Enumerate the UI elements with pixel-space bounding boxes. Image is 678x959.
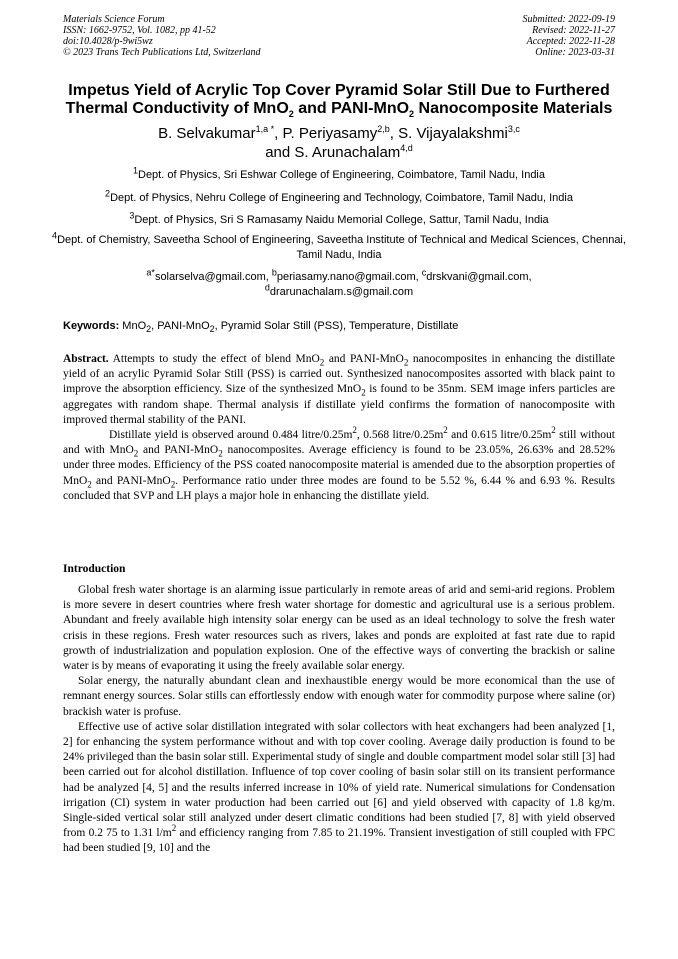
date-submitted: Submitted: 2022-09-19 [522, 14, 615, 25]
title-line-2: Thermal Conductivity of MnO$_2$ and PANI-MnO$_2$ Nanocomposite Materials [65, 100, 613, 120]
email-link[interactable]: drarunachalam.s@gmail.com [269, 286, 414, 298]
journal-issn: ISSN: 1662-9752, Vol. 1082, pp 41-52 [63, 25, 216, 36]
email-link[interactable]: periasamy.nano@gmail.com, [276, 271, 422, 283]
author-name: P. Periyasamy [282, 125, 378, 142]
publication-dates [523, 14, 616, 58]
journal-doi: doi:10.4028/p-9wi5wz [63, 36, 153, 47]
abstract-paragraph-2: Distillate yield is observed around 0.484 litre/$0.25m^2$, 0.568 litre/$0.25m^2$ and 0.615 litre/$0.25m^2$ still without and with MnO$_2$ and PANI-MnO$_2$ nanocomposites. Average efficiency is found to be 23.05%, 26.63% and 28.52% under three modes. Efficiency of the PSS coated nanocomposite material is amended due to the absorption properties of MnO$_2$ and PANI-MnO$_2$. Performance ratio under three modes are found to be 5.52 %, 6.44 % and 6.93 %. Results concluded that SVP and LH plays a major hole in enhancing the distillate yield. [63, 425, 615, 502]
affiliation-4: $^4$Dept. of Chemistry, Saveetha School of Engineering, Saveetha Institute of Technical and Medical Sciences, Chennai, Tamil Nadu, India [52, 230, 626, 261]
abstract-label: Abstract. [63, 353, 109, 365]
intro-paragraph-1: Global fresh water shortage is an alarming issue particularly in remote areas of arid and semi-arid regions. Problem is more severe in desert countries where fresh water shortage for domestic and agricultural use is a serious problem. Abundant and freely available high intensity solar energy can be used as an ideal technology to solve the fresh water crisis in these regions. Fresh water resources such as rivers, lakes and ponds are exploited at fast rate due to rapid growth of industrialization and population explosion. One of the effective ways of converting the brackish or saline water is by means of evaporating it using the freely available solar energy. [63, 584, 615, 673]
email-link[interactable]: drskvani@gmail.com, [426, 271, 532, 283]
section-heading-introduction: Introduction [63, 563, 126, 575]
author-emails: $^{a*}$solarselva@gmail.com, $^b$periasamy.nano@gmail.com, $^c$drskvani@gmail.com, $^d$drarunachalam.s@gmail.com [146, 267, 532, 298]
journal-copyright: © 2023 Trans Tech Publications Ltd, Switzerland [63, 47, 261, 58]
affiliation-2: $^2$Dept. of Physics, Nehru College of Engineering and Technology, Coimbatore, Tamil Nadu, India [105, 188, 573, 204]
author-name: B. Selvakumar [158, 125, 256, 142]
abstract-paragraph-1: Abstract. Attempts to study the effect of blend MnO$_2$ and PANI-MnO$_2$ nanocomposites in enhancing the distillate yield of an acrylic Pyramid Solar Still (PSS) is carried out. Synthesized nanocomposites assorted with black paint to improve the absorption efficiency. Size of the synthesized MnO$_2$ is found to be 35nm. SEM image infers particles are aggregates with random shape. Thermal analysis if distillate yield confirms the formation of nanocomposite with improved thermal stability of the PANI. [63, 353, 615, 426]
intro-paragraph-2: Solar energy, the naturally abundant clean and inexhaustible energy would be more economical than the use of remnant energy sources. Solar stills can effortlessly endow with enough water for commodity purpose where saline (or) brackish water is profuse. [63, 675, 615, 718]
paper-title [40, 82, 638, 118]
date-revised: Revised: 2022-11-27 [532, 25, 615, 36]
date-online: Online: 2023-03-31 [535, 47, 615, 58]
keywords: Keywords: MnO$_2$, PANI-MnO$_2$, Pyramid Solar Still (PSS), Temperature, Distillate [63, 320, 459, 335]
abstract [63, 352, 615, 504]
keywords-label: Keywords: [63, 320, 120, 332]
email-link[interactable]: solarselva@gmail.com, [154, 271, 272, 283]
affiliation-1: $^1$Dept. of Physics, Sri Eshwar College of Engineering, Coimbatore, Tamil Nadu, India [132, 165, 545, 181]
author-list: B. Selvakumar$^{1,a *}$, P. Periyasamy$^{2,b}$, S. Vijayalakshmi$^{3,c}$ and S. Arunachalam$^{4,d}$ [158, 124, 520, 161]
introduction-body [63, 583, 615, 857]
title-line-1: Impetus Yield of Acrylic Top Cover Pyramid Solar Still Due to Furthered [68, 82, 610, 99]
author-name: S. Arunachalam [294, 144, 401, 161]
affiliation-3: $^3$Dept. of Physics, Sri S Ramasamy Naidu Memorial College, Sattur, Tamil Nadu, India [129, 210, 549, 226]
journal-info [63, 14, 261, 58]
date-accepted: Accepted: 2022-11-28 [526, 36, 615, 47]
journal-name: Materials Science Forum [63, 14, 165, 25]
author-name: S. Vijayalakshmi [398, 125, 508, 142]
intro-paragraph-3: Effective use of active solar distillation integrated with solar collectors with heat exchangers had been analyzed [1, 2] for enhancing the system performance without and with top cover cooling. Average daily production is found to be 24% privileged than the basin solar still. Experimental study of single and double compartment model solar still [3] had been carried out for alcohol distillation. Influence of top cover cooling of basin solar still on its transient performance had be analyzed [4, 5] and the results inferred increase in 10% of yield rate. Numerical simulations for Condensation irrigation (CI) system in water production had been carried out [6] and yield observed with capacity of 1.8 kg/m. Single-sided vertical solar still analyzed under desert climatic conditions had been studied [7, 8] with yield observed from 0.2 75 to 1.31 $l/m^2$ and efficiency ranging from 7.85 to 21.19%. Transient investigation of still coupled with FPC had been studied [9, 10] and the [63, 720, 615, 855]
